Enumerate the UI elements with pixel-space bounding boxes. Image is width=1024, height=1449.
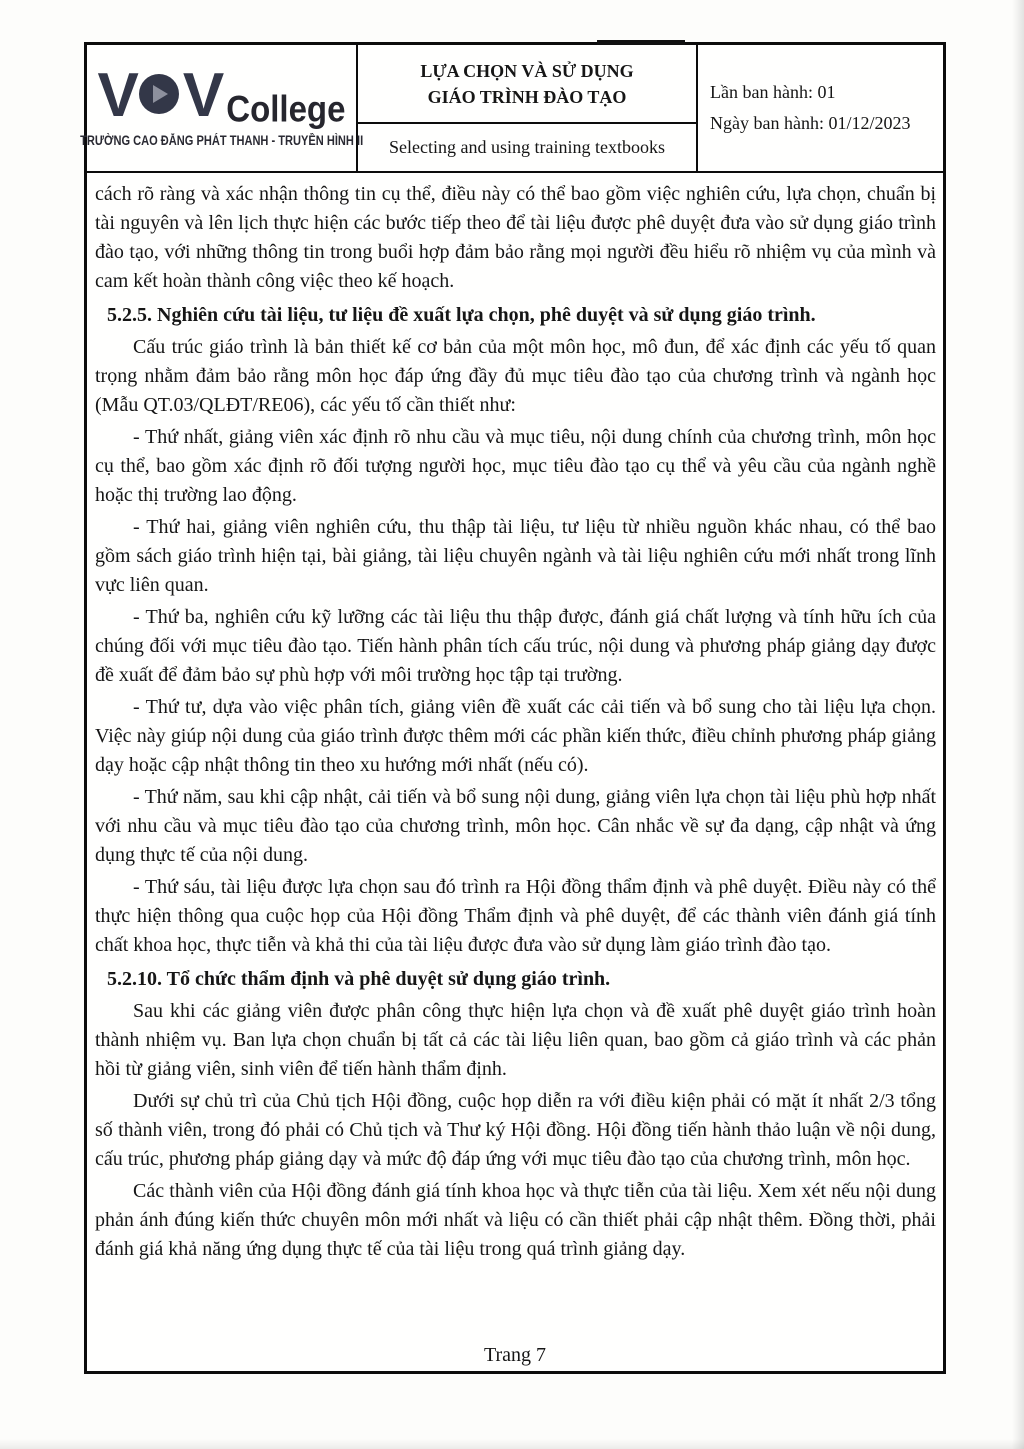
logo-cell [79,45,364,171]
paragraph: Cấu trúc giáo trình là bản thiết kế cơ bản của một môn học, mô đun, để xác định các yếu tố quan trọng nhằm đảm bảo rằng môn học đáp ứng đầy đủ mục tiêu đào tạo của chương trình và ngành học (Mẫu QT.03/QLĐT/RE06), các yếu tố cần thiết như: [95,336,936,416]
title-vi-line1: LỰA CHỌN VÀ SỬ DỤNG [420,60,634,81]
title-cell [358,45,698,171]
section-heading: 5.2.5. Nghiên cứu tài liệu, tư liệu đề xuất lựa chọn, phê duyệt và sử dụng giáo trình. [107,304,816,326]
logo-wordmark [97,61,219,130]
paragraph: Dưới sự chủ trì của Chủ tịch Hội đồng, cuộc họp diễn ra với điều kiện phải có mặt ít nhất 2/3 tổng số thành viên, trong đó phải có Chủ tịch và Thư ký Hội đồng. Hội đồng tiến hành thảo luận về nội dung, cấu trúc, phương pháp giảng dạy và mức độ đáp ứng với mục tiêu đào tạo của chương trình, môn học. [95,1090,936,1170]
paragraph: cách rõ ràng và xác nhận thông tin cụ thể, điều này có thể bao gồm việc nghiên cứu, lựa chọn, chuẩn bị tài nguyên và lên lịch thực hiện các bước tiếp theo để tài liệu được phê duyệt đưa vào sử dụng giáo trình đào tạo, với những thông tin trong buổi hợp đảm bảo rằng mọi người đều hiểu rõ nhiệm vụ của mình và cam kết hoàn thành công việc theo kế hoạch. [95,183,936,292]
paragraph: Các thành viên của Hội đồng đánh giá tính khoa học và thực tiễn của tài liệu. Xem xét nếu nội dung phản ánh đúng kiến thức chuyên môn mới nhất và liệu có cần thiết phải cập nhật thêm. Đồng thời, phải đánh giá khả năng ứng dụng thực tế của tài liệu trong quá trình giảng dạy. [95,1180,936,1260]
logo-letter-v-left: V [97,61,133,130]
paragraph: - Thứ hai, giảng viên nghiên cứu, thu thập tài liệu, tư liệu từ nhiều nguồn khác nhau, có thể bao gồm sách giáo trình hiện tại, bài giảng, tài liệu chuyên ngành và tài liệu nghiên cứu mới nhất trong lĩnh vực liên quan. [95,516,936,596]
section-heading: 5.2.10. Tổ chức thẩm định và phê duyệt sử dụng giáo trình. [107,968,611,990]
vov-college-logo [97,61,346,130]
document-title-vietnamese [358,45,696,124]
paragraph: - Thứ tư, dựa vào việc phân tích, giảng viên đề xuất các cải tiến và bổ sung cho tài liệu lựa chọn. Việc này giúp nội dung của giáo trình được thêm mới các phần kiến thức, điều chỉnh phương pháp giảng dạy hoặc cập nhật thông tin theo xu hướng mới nhất (nếu có). [95,696,936,776]
document-page [79,42,946,1374]
issue-date-line: Ngày ban hành: 01/12/2023 [710,113,911,133]
document-header [79,45,943,173]
document-body [87,173,943,1264]
scan-artifact-mark [597,40,685,45]
scan-edge-shadow-right [1012,0,1024,1449]
paragraph: - Thứ nhất, giảng viên xác định rõ nhu cầu và mục tiêu, nội dung chính của chương trình, môn học cụ thể, bao gồm xác định rõ đối tượng người học, mục tiêu đào tạo cụ thể và yêu cầu của ngành nghề hoặc thị trường lao động. [95,426,936,506]
play-icon [139,74,179,114]
document-title-english: Selecting and using training textbooks [389,137,665,157]
issue-number-line: Lần ban hành: 01 [710,82,836,102]
logo-letter-v-right: V [182,61,219,130]
paragraph: - Thứ sáu, tài liệu được lựa chọn sau đó trình ra Hội đồng thẩm định và phê duyệt. Điều này có thể thực hiện thông qua cuộc họp của Hội đồng Thẩm định và phê duyệt, để các thành viên đánh giá tính chất khoa học, thực tiễn và khả thi của tài liệu được đưa vào sử dụng làm giáo trình đào tạo. [95,876,936,956]
paragraph: Sau khi các giảng viên được phân công thực hiện lựa chọn và đề xuất phê duyệt giáo trình hoàn thành nhiệm vụ. Ban lựa chọn chuẩn bị tất cả các tài liệu liên quan, bao gồm cả giáo trình và các phản hồi từ giảng viên, sinh viên để tiến hành thẩm định. [95,1000,936,1080]
title-vi-line2: GIÁO TRÌNH ĐÀO TẠO [427,86,627,107]
logo-college-text: College [226,87,346,130]
logo-tagline: TRƯỜNG CAO ĐẲNG PHÁT THANH - TRUYỀN HÌNH II [79,133,364,148]
play-triangle-icon [153,85,168,103]
scan-edge-shadow-bottom [0,1439,1024,1449]
paragraph: - Thứ ba, nghiên cứu kỹ lưỡng các tài liệu thu thập được, đánh giá chất lượng và tính hữu ích của chúng đối với mục tiêu đào tạo. Tiến hành phân tích cấu trúc, nội dung và phương pháp giảng dạy được đề xuất để đảm bảo sự phù hợp với môi trường học tập tại trường. [95,606,936,686]
issue-info-cell [698,45,943,171]
page-number: Trang 7 [483,1344,547,1366]
paragraph: - Thứ năm, sau khi cập nhật, cải tiến và bổ sung nội dung, giảng viên lựa chọn tài liệu phù hợp nhất với nhu cầu và mục tiêu đào tạo của chương trình, môn học. Cân nhắc về sự đa dạng, cập nhật và ứng dụng thực tế của nội dung. [95,786,936,866]
